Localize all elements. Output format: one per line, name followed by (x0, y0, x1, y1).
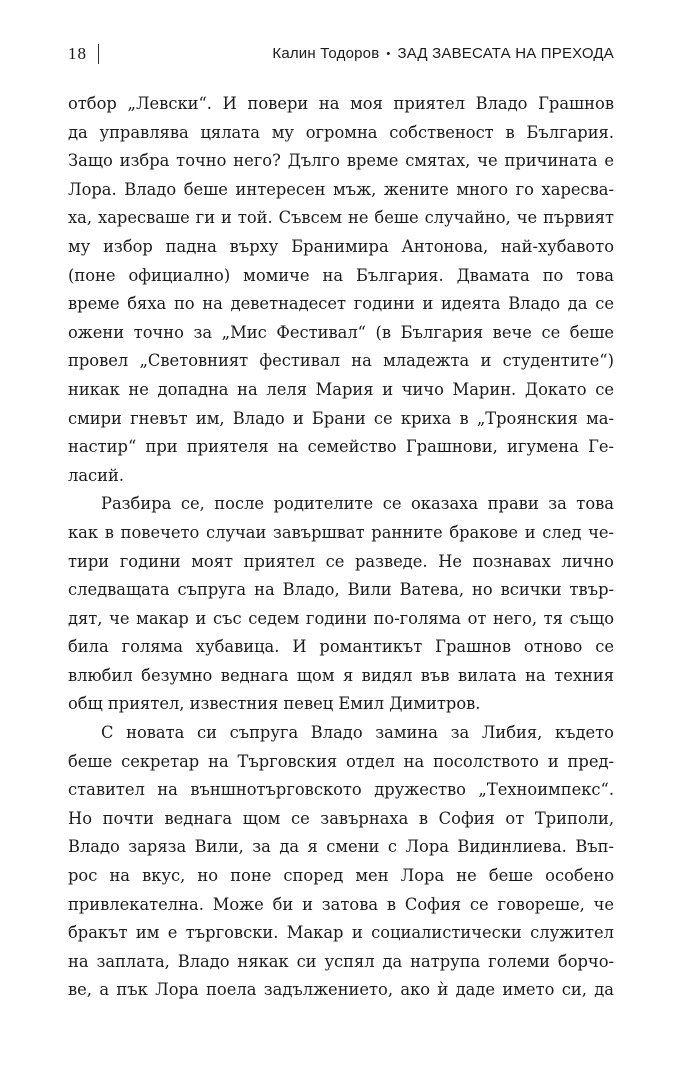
text-line: общ приятел, известния певец Емил Димитров. (68, 694, 481, 714)
text-line: бракът им е търговски. Макар и социалистически служител (68, 923, 614, 943)
text-line: настир“ при приятеля на семейство Грашнови, игумена Ге- (68, 437, 614, 457)
paragraph (68, 90, 614, 490)
text-line: влюбил безумно веднага щом я видял във вилата на техния (68, 665, 614, 685)
text-line: (поне официално) момиче на България. Двамата по това (68, 265, 614, 285)
running-head (272, 42, 614, 66)
text-line: да управлява цялата му огромна собственост в България. (68, 122, 614, 142)
text-line: му избор падна върху Бранимира Антонова, най-хубавото (68, 236, 614, 256)
paragraph (68, 719, 614, 1005)
text-line: следващата съпруга на Владо, Вили Ватева, но всички твър- (68, 580, 614, 600)
text-line: Лора. Владо беше интересен мъж, жените много го харесва- (68, 179, 614, 199)
text-line: как в повечето случаи завършват ранните бракове и след че- (68, 522, 614, 542)
body-text (68, 90, 614, 1005)
text-line: тири години моят приятел се разведе. Не познавах лично (68, 551, 614, 571)
header-separator: • (386, 48, 391, 60)
header-divider (98, 44, 99, 64)
text-line: рос на вкус, но поне според мен Лора не беше особено (68, 866, 614, 886)
text-line: никак не допадна на леля Мария и чичо Марин. Докато се (68, 379, 614, 399)
text-line: ожени точно за „Мис Фестивал“ (в България вече се беше (68, 322, 614, 342)
text-line: Защо избра точно него? Дълго време смятах, че причината е (68, 151, 614, 171)
paragraph (68, 490, 614, 719)
text-line: дят, че макар и със седем години по-голяма от него, тя също (68, 608, 614, 628)
page-header (68, 42, 614, 66)
text-line: на заплата, Владо някак си успял да натрупа големи борчо- (68, 951, 614, 971)
text-line: С новата си съпруга Владо замина за Либия, където (101, 723, 614, 743)
text-line: ха, харесваше ги и той. Съвсем не беше случайно, че първият (68, 208, 614, 228)
text-line: Но почти веднага щом се завърнаха в София от Триполи, (68, 808, 614, 828)
text-line: била голяма хубавица. И романтикът Грашнов отново се (68, 637, 614, 657)
text-line: време бяха по на деветнадесет години и идеята Владо да се (68, 294, 614, 314)
text-line: провел „Световният фестивал на младежта и студентите“) (68, 351, 614, 371)
page-number: 18 (68, 44, 87, 63)
author-name: Калин Тодоров (272, 45, 380, 62)
text-line: ласий. (68, 465, 125, 485)
book-title: ЗАД ЗАВЕСАТА НА ПРЕХОДА (397, 45, 614, 62)
text-line: беше секретар на Търговския отдел на посолството и пред- (68, 751, 614, 771)
text-line: привлекателна. Може би и затова в София се говореше, че (68, 894, 614, 914)
text-line: Разбира се, после родителите се оказаха прави за това (101, 494, 614, 514)
text-line: отбор „Левски“. И повери на моя приятел Владо Грашнов (68, 94, 614, 113)
text-line: Владо заряза Вили, за да я смени с Лора Видинлиева. Въп- (68, 837, 614, 857)
text-line: ве, а пък Лора поела задължението, ако ѝ даде името си, да (68, 980, 614, 1000)
text-line: ставител на външнотърговското дружество „Техноимпекс“. (68, 780, 614, 800)
text-line: смири гневът им, Владо и Брани се криха в „Троянския ма- (68, 408, 614, 428)
